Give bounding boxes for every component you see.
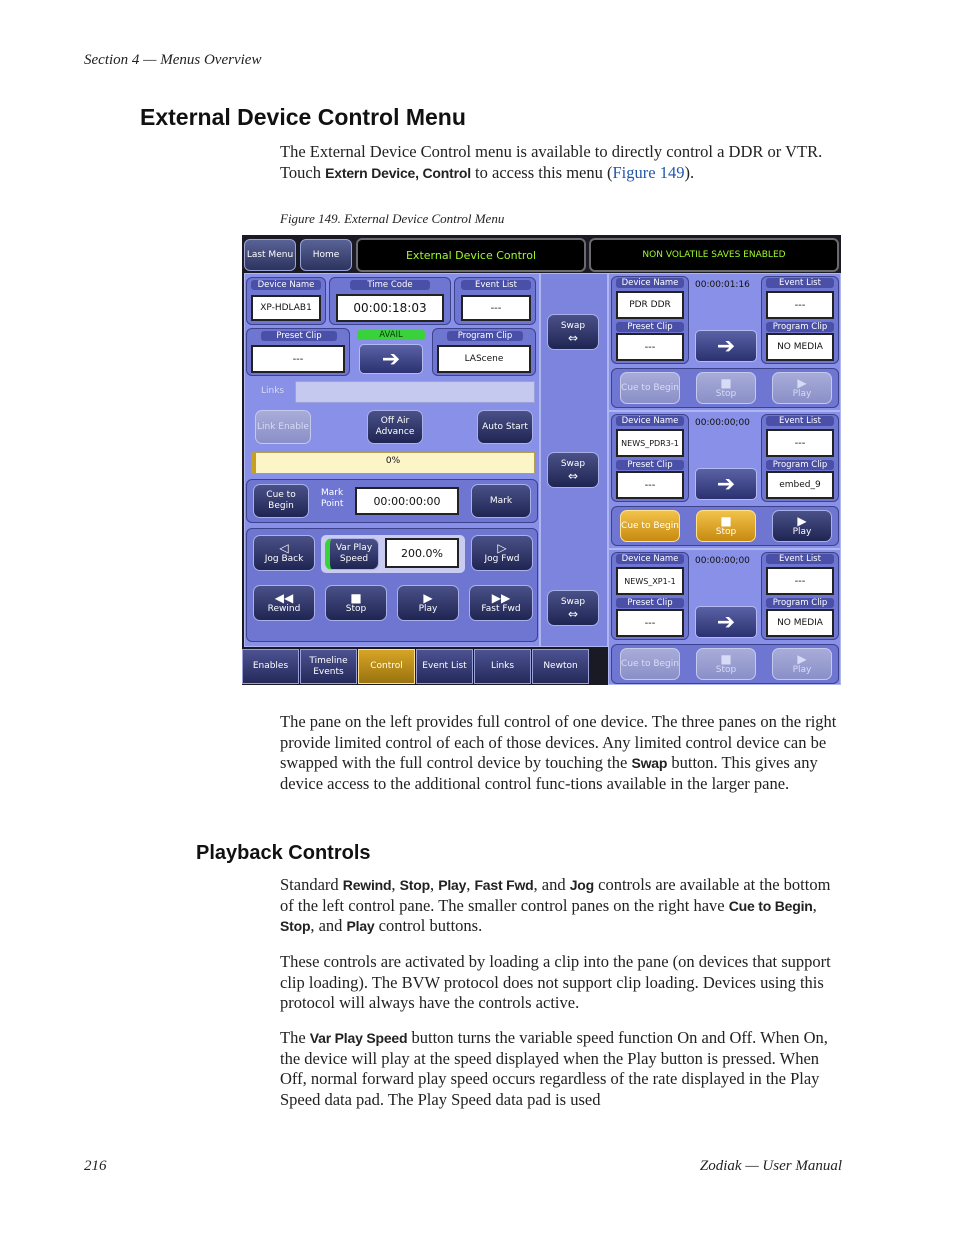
- mini-transport-group: [611, 644, 839, 684]
- mini-event-list-field[interactable]: ---: [766, 429, 834, 457]
- intro-paragraph: The External Device Control menu is available to directly control a DDR or VTR. Touch Extern Device, Control to access this menu (Figure 149).: [280, 142, 823, 182]
- panes-paragraph: The pane on the left provides full control of one device. The three panes on the right provide limited control of each of those devices. Any limited control device can be swapped with the full control device by touching the Swap button. This gives any device access to the additional control func-tions available in the larger pane.: [280, 712, 837, 793]
- mini-play-label: Play: [792, 526, 812, 537]
- event-list-label: Event List: [461, 280, 531, 290]
- mini-program-field[interactable]: NO MEDIA: [766, 609, 834, 637]
- playback-controls-heading: Playback Controls: [196, 842, 371, 864]
- mini-event-list-field[interactable]: ---: [766, 567, 834, 595]
- links-label: Links: [261, 386, 285, 396]
- mini-program-field[interactable]: NO MEDIA: [766, 333, 834, 361]
- mini-preset-label: Preset Clip: [616, 460, 684, 470]
- mini-play-button[interactable]: [772, 510, 832, 542]
- mini-event-group: [761, 552, 839, 640]
- mini-device-name-field[interactable]: PDR DDR: [616, 291, 684, 319]
- jog-fwd-button[interactable]: [471, 535, 533, 571]
- mini-device-pane-1: [608, 273, 841, 411]
- mini-event-list-field[interactable]: ---: [766, 291, 834, 319]
- play-speed-field[interactable]: 200.0%: [385, 538, 459, 568]
- tab-newton[interactable]: Newton: [532, 649, 589, 684]
- mini-timecode: 00:00:01:16: [695, 280, 750, 290]
- jog-back-label: Jog Back: [264, 553, 304, 564]
- swap-column: [540, 273, 608, 647]
- swap-icon: ⇔: [567, 330, 579, 345]
- stop-label: Stop: [345, 603, 367, 614]
- auto-start-button[interactable]: Auto Start: [477, 410, 533, 444]
- program-clip-label: Program Clip: [447, 331, 523, 341]
- mini-stop-label: Stop: [715, 664, 737, 675]
- link-enable-button[interactable]: Link Enable: [255, 410, 311, 444]
- mini-device-name-field[interactable]: NEWS_XP1-1: [616, 567, 684, 595]
- mini-program-label: Program Clip: [766, 598, 834, 608]
- mini-device-pane-3: [608, 549, 841, 685]
- mini-device-name-label: Device Name: [616, 278, 684, 288]
- time-code-field[interactable]: 00:00:18:03: [336, 294, 444, 322]
- mini-preset-field[interactable]: ---: [616, 471, 684, 499]
- mini-preset-label: Preset Clip: [616, 598, 684, 608]
- mini-transport-group: [611, 506, 839, 546]
- load-arrow-button[interactable]: [359, 344, 423, 374]
- mini-stop-label: Stop: [715, 388, 737, 399]
- mini-timecode: 00:00:00;00: [695, 418, 750, 428]
- mark-button[interactable]: Mark: [471, 484, 531, 518]
- mini-device-group: [611, 414, 689, 502]
- mini-preset-field[interactable]: ---: [616, 609, 684, 637]
- mini-device-group: [611, 552, 689, 640]
- progress-bar: [251, 452, 535, 474]
- mini-transport-group: [611, 368, 839, 408]
- mini-load-arrow[interactable]: [695, 606, 757, 638]
- stop-icon: ■: [350, 590, 362, 605]
- tab-links[interactable]: Links: [474, 649, 531, 684]
- mini-play-button[interactable]: [772, 648, 832, 680]
- stop-icon: ■: [720, 651, 732, 666]
- swap-label-2: Swap: [560, 458, 586, 469]
- fast-fwd-icon: ▶▶: [491, 590, 511, 605]
- program-clip-group: [432, 328, 536, 376]
- mini-preset-label: Preset Clip: [616, 322, 684, 332]
- mini-event-list-label: Event List: [766, 416, 834, 426]
- device-name-label: Device Name: [251, 280, 321, 290]
- jog-back-icon: ◁: [279, 540, 289, 555]
- play-icon: ▶: [797, 651, 807, 666]
- mark-group: [246, 479, 538, 523]
- stop-button[interactable]: [325, 585, 387, 621]
- main-device-pane: [244, 273, 540, 647]
- progress-text: 0%: [385, 456, 401, 466]
- tab-control[interactable]: Control: [358, 649, 415, 684]
- figure-caption: Figure 149. External Device Control Menu: [280, 211, 505, 226]
- last-menu-button[interactable]: Last Menu: [244, 239, 296, 271]
- preset-clip-group: [246, 328, 350, 376]
- swap-button-1[interactable]: [547, 314, 599, 350]
- mini-device-group: [611, 276, 689, 364]
- running-head: Section 4 — Menus Overview: [84, 52, 262, 68]
- mini-event-group: [761, 414, 839, 502]
- tab-event-list[interactable]: Event List: [416, 649, 473, 684]
- section-title: External Device Control Menu: [140, 104, 466, 130]
- mini-load-arrow[interactable]: [695, 468, 757, 500]
- play-icon: ▶: [423, 590, 433, 605]
- arrow-right-icon: ➔: [381, 346, 401, 372]
- event-list-field[interactable]: ---: [461, 295, 531, 321]
- mini-device-name-label: Device Name: [616, 554, 684, 564]
- stop-icon: ■: [720, 513, 732, 528]
- fast-fwd-button[interactable]: [469, 585, 533, 621]
- mini-event-list-label: Event List: [766, 278, 834, 288]
- tab-enables[interactable]: Enables: [242, 649, 299, 684]
- manual-title: Zodiak — User Manual: [699, 1158, 842, 1174]
- mini-preset-field[interactable]: ---: [616, 333, 684, 361]
- stop-icon: ■: [720, 375, 732, 390]
- mini-stop-button[interactable]: [696, 648, 756, 680]
- program-clip-field[interactable]: LAScene: [437, 345, 531, 373]
- preset-clip-field[interactable]: ---: [251, 345, 345, 373]
- device-name-group: [246, 277, 326, 325]
- off-air-advance-button[interactable]: Off Air Advance: [367, 410, 423, 444]
- transport-group: [246, 528, 538, 642]
- swap-icon: ⇔: [567, 606, 579, 621]
- mini-device-name-field[interactable]: NEWS_PDR3-1: [616, 429, 684, 457]
- mini-program-label: Program Clip: [766, 322, 834, 332]
- playback-paragraph: Standard Rewind, Stop, Play, Fast Fwd, and Jog controls are available at the bottom of the left control pane. The smaller control panes on the right have Cue to Begin, Stop, and Play control buttons.: [280, 875, 831, 935]
- activation-paragraph: These controls are activated by loading a clip into the pane (on devices that support clip loading). The BVW protocol does not support clip loading. Devices using this protocol will always have the controls active.: [280, 952, 831, 1012]
- time-code-label: Time Code: [350, 280, 430, 290]
- fast-fwd-label: Fast Fwd: [481, 603, 521, 614]
- rewind-icon: ◀◀: [274, 590, 294, 605]
- arrow-right-icon: ➔: [716, 609, 736, 635]
- mini-stop-button[interactable]: [696, 510, 756, 542]
- mini-stop-button[interactable]: [696, 372, 756, 404]
- mark-point-label: Mark Point: [321, 488, 344, 509]
- event-list-group: [454, 277, 536, 325]
- page-number: 216: [84, 1158, 107, 1174]
- mini-timecode: 00:00:00;00: [695, 556, 750, 566]
- menu-title: External Device Control: [356, 238, 586, 272]
- swap-icon: ⇔: [567, 468, 579, 483]
- arrow-right-icon: ➔: [716, 471, 736, 497]
- var-speed-group: [321, 535, 465, 573]
- mini-program-field[interactable]: embed_9: [766, 471, 834, 499]
- mini-stop-label: Stop: [715, 526, 737, 537]
- mini-cue-button[interactable]: Cue to Begin: [620, 648, 680, 680]
- figure-link[interactable]: Figure 149: [612, 162, 685, 182]
- status-indicator: NON VOLATILE SAVES ENABLED: [589, 238, 839, 272]
- mini-play-label: Play: [792, 664, 812, 675]
- play-icon: ▶: [797, 513, 807, 528]
- tab-timeline-events[interactable]: Timeline Events: [300, 649, 357, 684]
- play-button[interactable]: [397, 585, 459, 621]
- device-name-field[interactable]: XP-HDLAB1: [251, 295, 321, 321]
- play-icon: ▶: [797, 375, 807, 390]
- play-label: Play: [418, 603, 438, 614]
- swap-label-1: Swap: [560, 320, 586, 331]
- mini-cue-button[interactable]: Cue to Begin: [620, 510, 680, 542]
- arrow-right-icon: ➔: [716, 333, 736, 359]
- cue-to-begin-button[interactable]: Cue to Begin: [253, 484, 309, 518]
- mini-event-group: [761, 276, 839, 364]
- mini-device-pane-2: [608, 411, 841, 549]
- external-device-control-screenshot: [242, 235, 841, 685]
- avail-indicator: AVAIL: [357, 330, 425, 340]
- jog-fwd-icon: ▷: [497, 540, 507, 555]
- mini-device-name-label: Device Name: [616, 416, 684, 426]
- var-play-speed-button[interactable]: Var Play Speed: [325, 538, 379, 570]
- var-speed-paragraph: The Var Play Speed button turns the variable speed function On and Off. When On, the device will play at the speed displayed when the Play button is pressed. When Off, normal forward play speed occurs regardless of the rate displayed in the Play Speed data pad. The Play Speed data pad is used: [280, 1028, 828, 1109]
- mini-cue-button[interactable]: Cue to Begin: [620, 372, 680, 404]
- home-button[interactable]: Home: [300, 239, 352, 271]
- jog-back-button[interactable]: [253, 535, 315, 571]
- rewind-label: Rewind: [267, 603, 301, 614]
- rewind-button[interactable]: [253, 585, 315, 621]
- swap-button-3[interactable]: [547, 590, 599, 626]
- mark-point-field[interactable]: 00:00:00:00: [355, 487, 459, 515]
- mini-event-list-label: Event List: [766, 554, 834, 564]
- preset-clip-label: Preset Clip: [261, 331, 337, 341]
- mini-play-label: Play: [792, 388, 812, 399]
- jog-fwd-label: Jog Fwd: [484, 553, 520, 564]
- swap-label-3: Swap: [560, 596, 586, 607]
- mini-program-label: Program Clip: [766, 460, 834, 470]
- links-field[interactable]: [295, 381, 535, 403]
- swap-button-2[interactable]: [547, 452, 599, 488]
- mini-load-arrow[interactable]: [695, 330, 757, 362]
- time-code-group: [329, 277, 451, 325]
- mini-play-button[interactable]: [772, 372, 832, 404]
